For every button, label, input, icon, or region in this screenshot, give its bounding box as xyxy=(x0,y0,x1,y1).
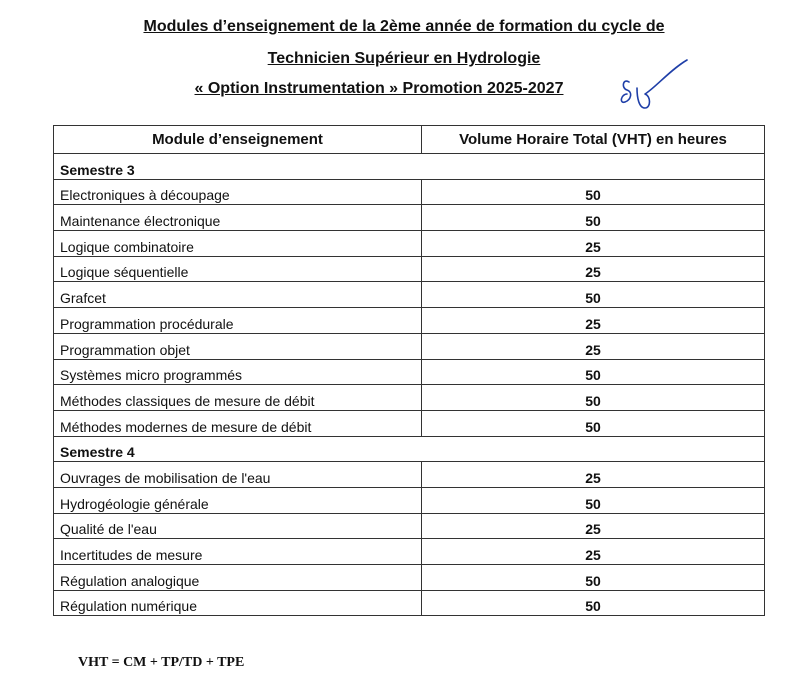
table-row xyxy=(54,487,765,513)
module-name: Maintenance électronique xyxy=(54,205,422,231)
module-hours: 50 xyxy=(422,410,765,436)
module-name: Logique séquentielle xyxy=(54,256,422,282)
module-name: Programmation objet xyxy=(54,333,422,359)
table-row xyxy=(54,256,765,282)
semester-label: Semestre 3 xyxy=(54,154,765,180)
module-name: Programmation procédurale xyxy=(54,308,422,334)
module-name: Qualité de l'eau xyxy=(54,513,422,539)
table-row xyxy=(54,539,765,565)
module-name: Régulation analogique xyxy=(54,565,422,591)
module-name: Méthodes modernes de mesure de débit xyxy=(54,410,422,436)
module-hours: 25 xyxy=(422,333,765,359)
semester-row xyxy=(54,154,765,180)
table-row xyxy=(54,410,765,436)
module-name: Systèmes micro programmés xyxy=(54,359,422,385)
module-hours: 50 xyxy=(422,590,765,616)
table-row xyxy=(54,179,765,205)
document-title-line-1: Modules d’enseignement de la 2ème année de formation du cycle de xyxy=(143,18,665,35)
table-row xyxy=(54,333,765,359)
table-row xyxy=(54,359,765,385)
table-row xyxy=(54,385,765,411)
module-name: Grafcet xyxy=(54,282,422,308)
module-hours: 25 xyxy=(422,462,765,488)
module-hours: 50 xyxy=(422,565,765,591)
module-name: Hydrogéologie générale xyxy=(54,487,422,513)
module-hours: 25 xyxy=(422,308,765,334)
table-header-row xyxy=(54,126,765,154)
modules-table xyxy=(53,125,765,616)
module-hours: 50 xyxy=(422,179,765,205)
table-row xyxy=(54,462,765,488)
document-title-line-3: « Option Instrumentation » Promotion 2025-2027 xyxy=(194,80,564,97)
signature-icon xyxy=(615,58,695,118)
module-hours: 25 xyxy=(422,256,765,282)
module-hours: 50 xyxy=(422,359,765,385)
module-hours: 25 xyxy=(422,513,765,539)
module-name: Incertitudes de mesure xyxy=(54,539,422,565)
semester-row xyxy=(54,436,765,462)
vht-formula: VHT = CM + TP/TD + TPE xyxy=(78,655,245,670)
module-hours: 50 xyxy=(422,385,765,411)
module-name: Régulation numérique xyxy=(54,590,422,616)
table-row xyxy=(54,231,765,257)
module-hours: 50 xyxy=(422,487,765,513)
module-name: Logique combinatoire xyxy=(54,231,422,257)
table-row xyxy=(54,205,765,231)
table-row xyxy=(54,308,765,334)
table-row xyxy=(54,590,765,616)
table-row xyxy=(54,513,765,539)
module-hours: 50 xyxy=(422,282,765,308)
module-name: Electroniques à découpage xyxy=(54,179,422,205)
module-hours: 50 xyxy=(422,205,765,231)
module-name: Méthodes classiques de mesure de débit xyxy=(54,385,422,411)
table-row xyxy=(54,282,765,308)
document-title-line-2: Technicien Supérieur en Hydrologie xyxy=(267,50,541,67)
table-row xyxy=(54,565,765,591)
column-header-hours: Volume Horaire Total (VHT) en heures xyxy=(422,126,765,154)
module-hours: 25 xyxy=(422,539,765,565)
module-hours: 25 xyxy=(422,231,765,257)
semester-label: Semestre 4 xyxy=(54,436,765,462)
column-header-module: Module d’enseignement xyxy=(54,126,422,154)
module-name: Ouvrages de mobilisation de l'eau xyxy=(54,462,422,488)
